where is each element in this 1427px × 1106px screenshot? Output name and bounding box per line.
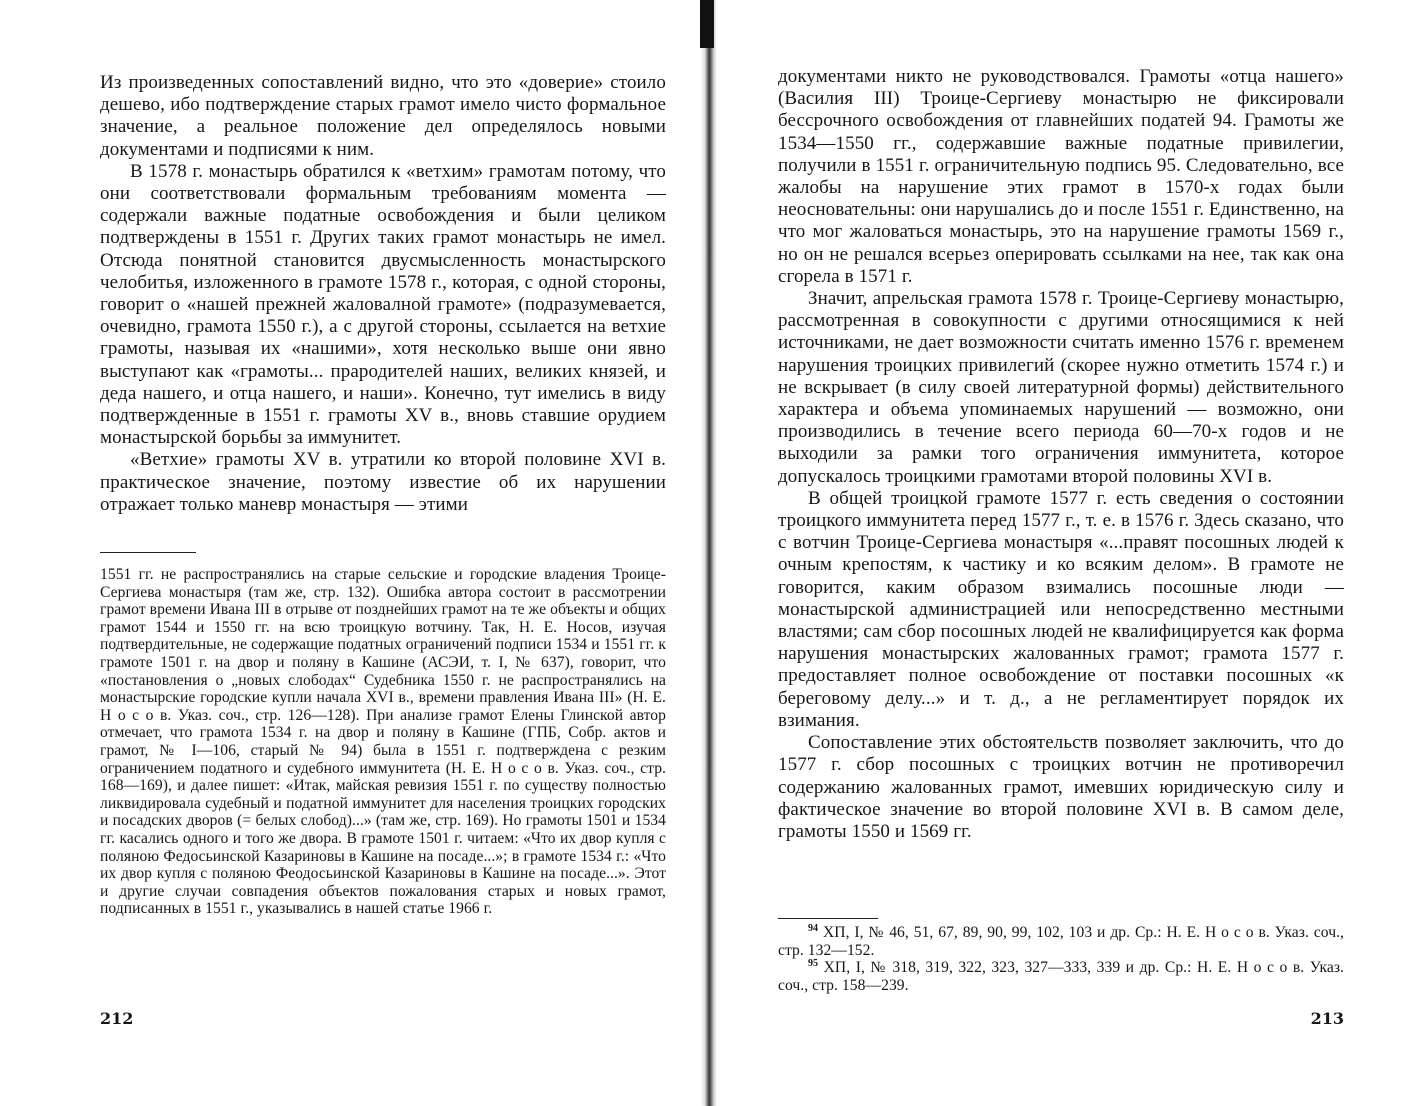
paragraph: документами никто не руководствовался. Грамоты «отца нашего» (Василия III) Троице-Сергиеву монастырю не фиксировали бессрочного освобождения от главнейших податей 94. Грамоты же 1534—1550 гг., содержавшие важные податные привилегии, получили в 1551 г. ограничительную подпись 95. Следовательно, все жалобы на нарушение этих грамот в 1570-х годах были неосновательны: они нарушались до и после 1551 г. Единственно, на что мог жаловаться монастырь, это на нарушение грамоты 1569 г., но он не решался всерьез оперировать ссылками на нее, так как она сгорела в 1571 г. <box>778 66 1344 287</box>
footnote-mark: 94 <box>808 922 819 934</box>
footnote-rule <box>778 918 878 919</box>
paragraph: Сопоставление этих обстоятельств позволяет заключить, что до 1577 г. сбор посошных с троицких вотчин не противоречил содержанию жалованных грамот, имевших юридическую силу и фактическое значение во второй половине XVI в. В самом деле, грамоты 1550 и 1569 гг. <box>778 732 1344 842</box>
footnote-continuation: 1551 гг. не распространялись на старые сельские и городские владения Троице-Сергиева монастыря (там же, стр. 132). Ошибка автора состоит в рассмотрении грамот времени Ивана III в отрыве от позднейших грамот на те же объекты и общих грамот 1544 и 1550 гг. на всю троицкую вотчину. Так, Н. Е. Носов, изучая подтвердительные, не содержащие податных ограничений подписи 1534 и 1551 гг. к грамоте 1501 г. на двор и поляну в Кашине (АСЭИ, т. I, № 637), говорит, что «постановления о „новых слободах“ Судебника 1550 г. не распространялись на монастырские городские купли начала XVI в., времени правления Ивана III» (Н. Е. Н о с о в. Указ. соч., стр. 126—128). При анализе грамот Елены Глинской автор отмечает, что грамота 1534 г. на двор и поляну в Кашине (ГПБ, Собр. актов и грамот, № I—106, старый № 94) была в 1551 г. подтверждена с резким ограничением податного и судебного иммунитета (Н. Е. Н о с о в. Указ. соч., стр. 168—169), и далее пишет: «Итак, майская ревизия 1551 г. по существу полностью ликвидировала судебный и податной иммунитет для населения троицких городских и посадских дворов (= белых слобод)...» (там же, стр. 169). Но грамоты 1501 и 1534 гг. касались одного и того же двора. В грамоте 1501 г. читаем: «Что их двор купля с поляною Федосьинской Казариновы в Кашине на посаде...»; в грамоте 1534 г.: «Что их двор купля с поляною Феодосьинской Казариновы в Кашине на посаде...». Этот и другие случаи совпадения объектов пожалования старых и новых грамот, подписанных в 1551 г., указывались в нашей статье 1966 г. <box>100 566 666 918</box>
footnote-rule <box>100 552 196 553</box>
left-page <box>100 0 666 1106</box>
paragraph: Значит, апрельская грамота 1578 г. Троице-Сергиеву монастырю, рассмотренная в совокупности с другими относящимися к ней источниками, не дает возможности считать именно 1576 г. временем нарушения троицких привилегий (скорее нужно отметить 1574 г.) и не вскрывает (в силу своей литературной формы) действительного характера и объема упоминаемых нарушений — возможно, они производились в течение всего периода 60—70-х годов и не выходили за рамки того ограничения иммунитета, которое допускалось троицкими грамотами второй половины XVI в. <box>778 288 1344 487</box>
gutter-shadow <box>700 0 714 48</box>
paragraph: Из произведенных сопоставлений видно, что это «доверие» стоило дешево, ибо подтверждение старых грамот имело чисто формальное значение, а реальное положение дел определялось новыми документами и подписями к ним. <box>100 72 666 160</box>
right-footnotes <box>778 924 1344 994</box>
footnote-95 <box>778 959 1344 994</box>
left-body-text <box>100 72 666 516</box>
right-page <box>778 0 1344 1106</box>
book-gutter <box>701 0 717 1106</box>
footnote-text: ХП, I, № 46, 51, 67, 89, 90, 99, 102, 103 и др. Ср.: Н. Е. Н о с о в. Указ. соч., стр. 132—152. <box>778 924 1344 959</box>
footnote-mark: 95 <box>808 958 819 969</box>
page-number: 212 <box>100 1009 134 1028</box>
footnote-text: ХП, I, № 318, 319, 322, 323, 327—333, 339 и др. Ср.: Н. Е. Н о с о в. Указ. соч., стр. 158—239. <box>778 959 1344 994</box>
footnote-94 <box>778 924 1344 959</box>
paragraph: В общей троицкой грамоте 1577 г. есть сведения о состоянии троицкого иммунитета перед 1577 г., т. е. в 1576 г. Здесь сказано, что с вотчин Троице-Сергиева монастыря «...правят посошных людей к очным крепостям, к частику и ко всяким делом». В грамоте не говорится, каким образом взимались посошные люди — монастырской администрацией или непосредственно местными властями; сам сбор посошных людей не квалифицируется как форма нарушения монастырских жалованных грамот; грамота 1577 г. предоставляет полное освобождение от поставки посошных «к береговому делу...» и т. д., а не регламентирует порядок их взимания. <box>778 487 1344 731</box>
right-body-text <box>778 66 1344 843</box>
page-number: 213 <box>1310 1009 1344 1028</box>
paragraph: «Ветхие» грамоты XV в. утратили ко второй половине XVI в. практическое значение, поэтому известие об их нарушении отражает только маневр монастыря — этими <box>100 449 666 515</box>
paragraph: В 1578 г. монастырь обратился к «ветхим» грамотам потому, что они соответствовали формальным требованиям момента — содержали важные податные освобождения и были целиком подтверждены в 1551 г. Других таких грамот монастырь не имел. Отсюда понятной становится двусмысленность монастырского челобитья, изложенного в грамоте 1578 г., которая, с одной стороны, говорит о «нашей прежней жаловалной грамоте» (подразумевается, очевидно, грамота 1550 г.), а с другой стороны, ссылается на ветхие грамоты, называя их «нашими», хотя несколько выше они явно выступают как «грамоты... прародителей наших, великих князей, и деда нашего, и отца нашего, и наши». Конечно, тут имелись в виду подтвержденные в 1551 г. грамоты XV в., вновь ставшие орудием монастырской борьбы за иммунитет. <box>100 160 666 449</box>
left-footnotes <box>100 566 666 918</box>
